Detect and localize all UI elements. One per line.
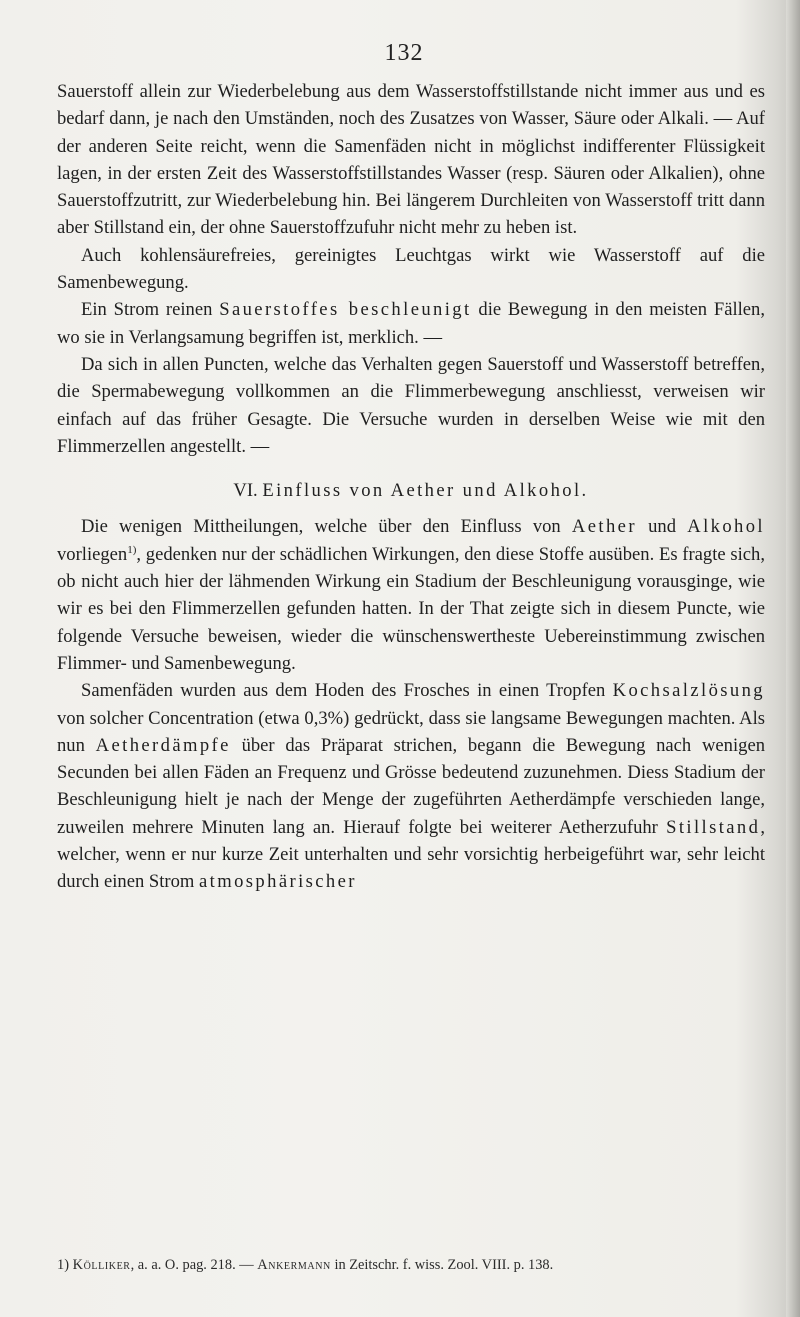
footnote-author-2: Ankermann (257, 1257, 331, 1273)
footnote-mark: 1) (57, 1257, 73, 1273)
footnote (57, 1254, 765, 1276)
section-number: VI. (233, 480, 263, 502)
footnote-author-1: Kölliker (72, 1257, 131, 1273)
paragraph-1: Sauerstoff allein zur Wiederbelebung aus dem Wasserstoffstillstande nicht immer aus und es bedarf dann, je nach den Umständen, noch des Zusatzes von Wasser, Säure oder Alkali. — Auf der anderen Seite reicht, wenn die Samenfäden nicht in möglichst indifferenter Flüssigkeit lagen, in der ersten Zeit des Wasserstoffstillstandes Wasser (resp. Säuren oder Alkalien), ohne Sauerstoffzutritt, zur Wiederbelebung hin. Bei längerem Durchleiten von Wasserstoff tritt dann aber Stillstand ein, der ohne Sauerstoffzufuhr nicht mehr zu heben ist. (57, 81, 765, 239)
emphasis-aether: Aether (571, 516, 637, 538)
paragraph-5 (57, 513, 765, 677)
paragraph-2: Auch kohlensäurefreies, gereinigtes Leuchtgas wirkt wie Wasserstoff auf die Samenbewegung. (57, 244, 765, 294)
paragraph-6-text-a: Samenfäden wurden aus dem Hoden des Frosches in einen Tropfen (81, 680, 613, 702)
page-number: 132 (384, 40, 424, 66)
emphasis-sauerstoffes: Sauerstoffes beschleunigt (219, 299, 472, 321)
emphasis-atmosphaerischer: atmosphärischer (199, 871, 357, 893)
emphasis-stillstand: Stillstand (666, 816, 761, 838)
paragraph-6-text-c: von solcher Concentration (etwa 0,3%) gedrückt, dass sie langsame Bewegungen machten. Als nun (57, 707, 765, 756)
paragraph-6-text-e: über das Präparat strichen, begann die Bewegung nach wenigen Secunden bei allen Fäden an Frequenz und Grösse bedeutend zuzunehmen. Diess Stadium der Beschleunigung hielt je nach der Menge der zugeführten Aetherdämpfe verschieden lange, zuweilen mehrere Minuten lang an. Hierauf folgte bei weiterer Aetherzufuhr (57, 734, 765, 838)
section-title: Einfluss von Aether und Alkohol. (262, 480, 589, 502)
paragraph-3 (57, 296, 765, 351)
paragraph-4: Da sich in allen Puncten, welche das Verhalten gegen Sauerstoff und Wasserstoff betreffen, die Spermabewegung vollkommen an die Flimmerbewegung anschliesst, verweisen wir einfach auf das früher Gesagte. Die Versuche wurden in derselben Weise wie mit den Flimmerzellen angestellt. — (57, 353, 765, 457)
paragraph-3-text-c: die Bewegung in den meisten Fällen, wo sie in Verlangsamung begriffen ist, merklich. — (57, 299, 765, 348)
section-heading (57, 477, 765, 504)
page-edge-shadow (786, 0, 800, 1317)
paragraph-6-text-g: , welcher, wenn er nur kurze Zeit unterhalten und sehr vorsichtig herbeigeführt war, sehr leicht durch einen Strom (57, 816, 765, 893)
emphasis-alkohol: Alkohol (687, 516, 765, 538)
paragraph-6 (57, 677, 765, 895)
paragraph-5-text-a: Die wenigen Mittheilungen, welche über den Einfluss von (81, 516, 572, 538)
paragraph-3-text-a: Ein Strom reinen (81, 299, 220, 321)
emphasis-kochsalzloesung: Kochsalzlösung (612, 680, 765, 702)
paragraph-5-text-c: und (636, 516, 688, 538)
footnote-reference: 1) (127, 543, 137, 556)
emphasis-aetherdaempfe: Aetherdämpfe (95, 734, 231, 756)
body-text (57, 78, 765, 896)
paragraph-5-text-f: , gedenken nur der schädlichen Wirkungen, den diese Stoffe ausüben. Es fragte sich, ob nicht auch hier der lähmenden Wirkung ein Stadium der Beschleunigung vorausginge, wie wir es bei den Flimmerzellen gefunden hatten. In der That zeigte sich in diesem Puncte, wie folgende Versuche beweisen, wieder die wünschenswertheste Uebereinstimmung zwischen Flimmer- und Samenbewegung. (57, 543, 765, 674)
paragraph-5-text-e: vorliegen (57, 543, 128, 565)
footnote-ref-1: , a. a. O. pag. 218. — (130, 1257, 258, 1273)
footnote-ref-2: in Zeitschr. f. wiss. Zool. VIII. p. 138. (330, 1257, 554, 1273)
